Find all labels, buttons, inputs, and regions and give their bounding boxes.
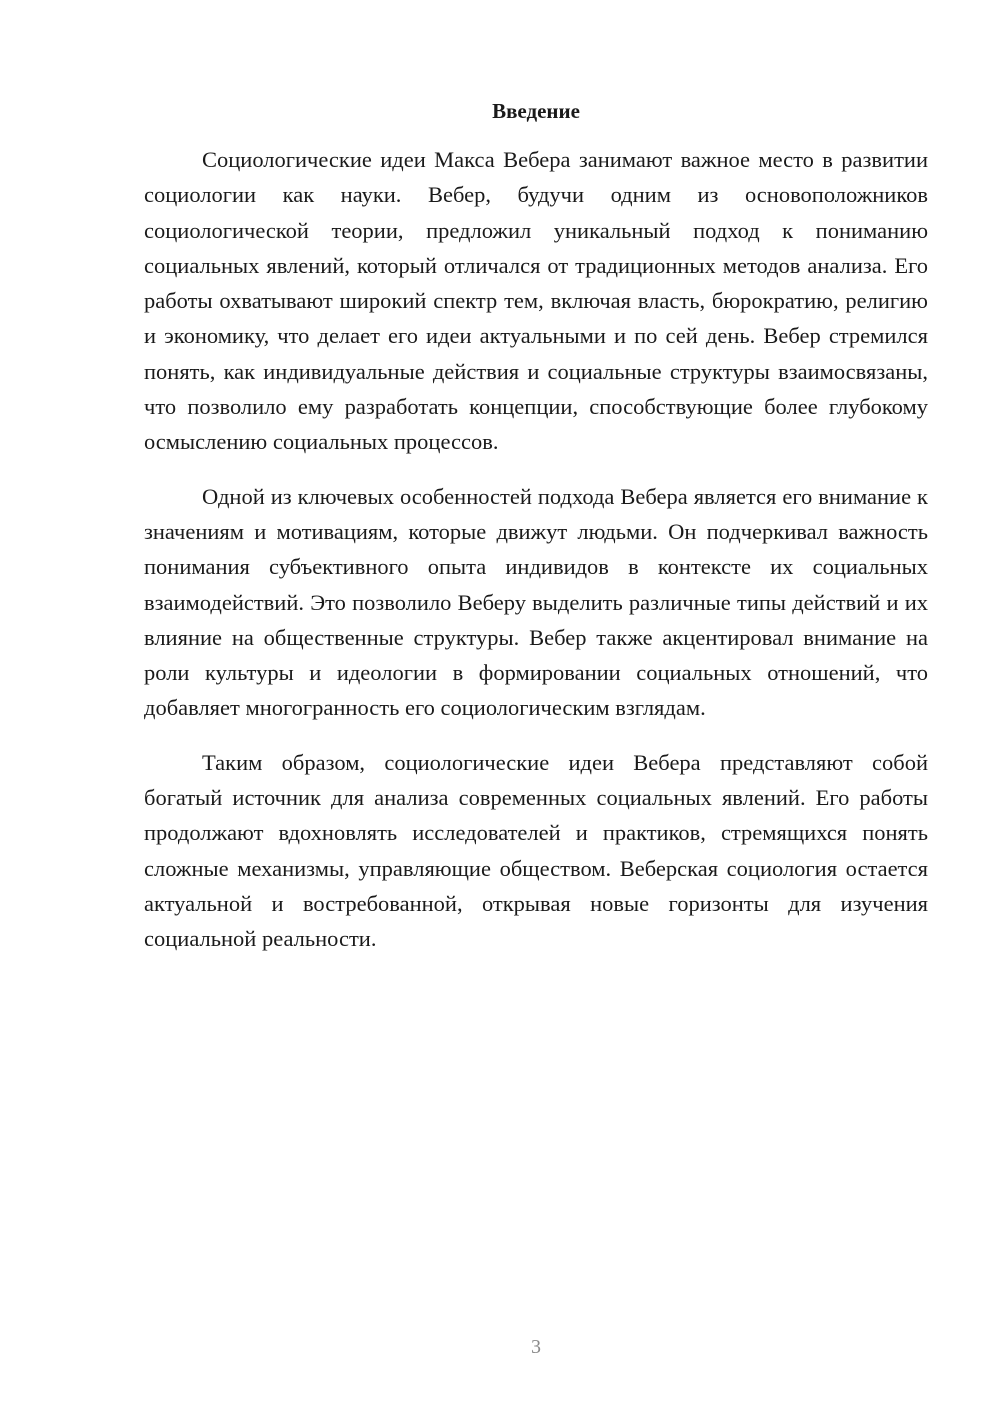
paragraph-1: Социологические идеи Макса Вебера занимают важное место в развитии социологии как науки. Вебер, будучи одним из основоположников социологической теории, предложил уникальный подход к пониманию социальных явлений, который отличался от традиционных методов анализа. Его работы охватывают широкий спектр тем, включая власть, бюрократию, религию и экономику, что делает его идеи актуальными и по сей день. Вебер стремился понять, как индивидуальные действия и социальные структуры взаимосвязаны, что позволило ему разработать концепции, способствующие более глубокому осмыслению социальных процессов. <box>144 147 928 455</box>
page-number: 3 <box>531 1336 541 1358</box>
body-text <box>144 142 928 976</box>
section-heading: Введение <box>492 99 580 123</box>
paragraph-3: Таким образом, социологические идеи Вебера представляют собой богатый источник для анализа современных социальных явлений. Его работы продолжают вдохновлять исследователей и практиков, стремящихся понять сложные механизмы, управляющие обществом. Веберская социология остается актуальной и востребованной, открывая новые горизонты для изучения социальной реальности. <box>144 749 928 952</box>
paragraph-2: Одной из ключевых особенностей подхода Вебера является его внимание к значениям и мотивациям, которые движут людьми. Он подчеркивал важность понимания субъективного опыта индивидов в контексте их социальных взаимодействий. Это позволило Веберу выделить различные типы действий и их влияние на общественные структуры. Вебер также акцентировал внимание на роли культуры и идеологии в формировании социальных отношений, что добавляет многогранность его социологическим взглядам. <box>144 483 928 721</box>
